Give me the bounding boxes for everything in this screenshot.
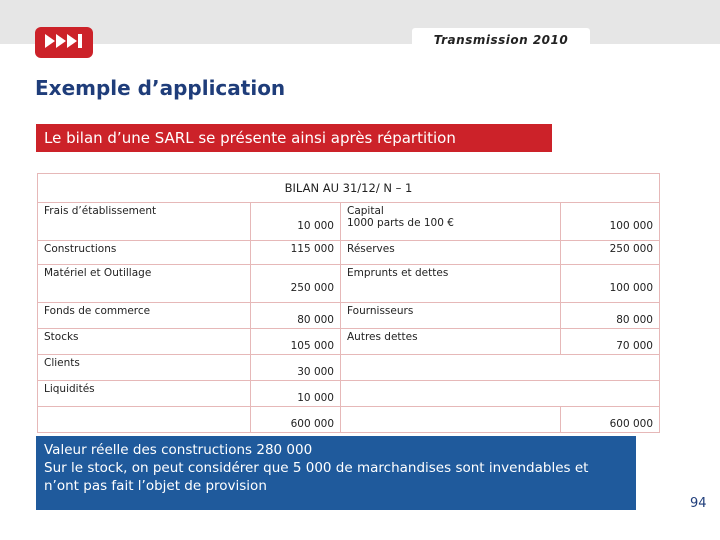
table-row [38, 203, 660, 241]
passif-label: Emprunts et dettes [341, 265, 561, 303]
actif-value: 10 000 [251, 203, 341, 241]
table-total-row [38, 407, 660, 433]
header-tab: Transmission 2010 [412, 28, 590, 50]
empty-passif-cell [341, 381, 660, 407]
passif-label [341, 203, 561, 241]
actif-value: 10 000 [251, 381, 341, 407]
table-row [38, 381, 660, 407]
actif-label: Liquidités [38, 381, 251, 407]
actif-label: Matériel et Outillage [38, 265, 251, 303]
empty-total-label [341, 407, 561, 433]
passif-label: Réserves [341, 241, 561, 265]
passif-value: 100 000 [561, 265, 660, 303]
passif-label: Autres dettes [341, 329, 561, 355]
table-row [38, 241, 660, 265]
table-row [38, 355, 660, 381]
total-passif: 600 000 [561, 407, 660, 433]
note-box [36, 436, 636, 510]
note-line: Sur le stock, on peut considérer que 5 000 de marchandises sont invendables et [44, 460, 589, 476]
page-number: 94 [690, 496, 707, 511]
page-title: Exemple d’application [35, 76, 286, 100]
actif-label: Constructions [38, 241, 251, 265]
table-row [38, 265, 660, 303]
empty-total-label [38, 407, 251, 433]
actif-value: 250 000 [251, 265, 341, 303]
passif-label-sub: 1000 parts de 100 € [347, 217, 454, 229]
top-band [0, 0, 720, 44]
total-actif: 600 000 [251, 407, 341, 433]
actif-label: Clients [38, 355, 251, 381]
passif-label-main: Capital [347, 205, 384, 217]
balance-sheet-table [37, 173, 660, 433]
table-heading: BILAN AU 31/12/ N – 1 [38, 174, 660, 203]
passif-value: 250 000 [561, 241, 660, 265]
note-line: Valeur réelle des constructions 280 000 [44, 442, 313, 458]
subtitle-banner: Le bilan d’une SARL se présente ainsi après répartition [36, 124, 552, 152]
table-row [38, 303, 660, 329]
actif-label: Frais d’établissement [38, 203, 251, 241]
actif-value: 115 000 [251, 241, 341, 265]
actif-label: Fonds de commerce [38, 303, 251, 329]
passif-label: Fournisseurs [341, 303, 561, 329]
actif-value: 30 000 [251, 355, 341, 381]
passif-value: 100 000 [561, 203, 660, 241]
fast-forward-icon [43, 32, 85, 54]
logo [35, 27, 93, 58]
table-row [38, 329, 660, 355]
actif-value: 105 000 [251, 329, 341, 355]
passif-value: 70 000 [561, 329, 660, 355]
empty-passif-cell [341, 355, 660, 381]
passif-value: 80 000 [561, 303, 660, 329]
actif-label: Stocks [38, 329, 251, 355]
note-line: n’ont pas fait l’objet de provision [44, 478, 267, 494]
actif-value: 80 000 [251, 303, 341, 329]
